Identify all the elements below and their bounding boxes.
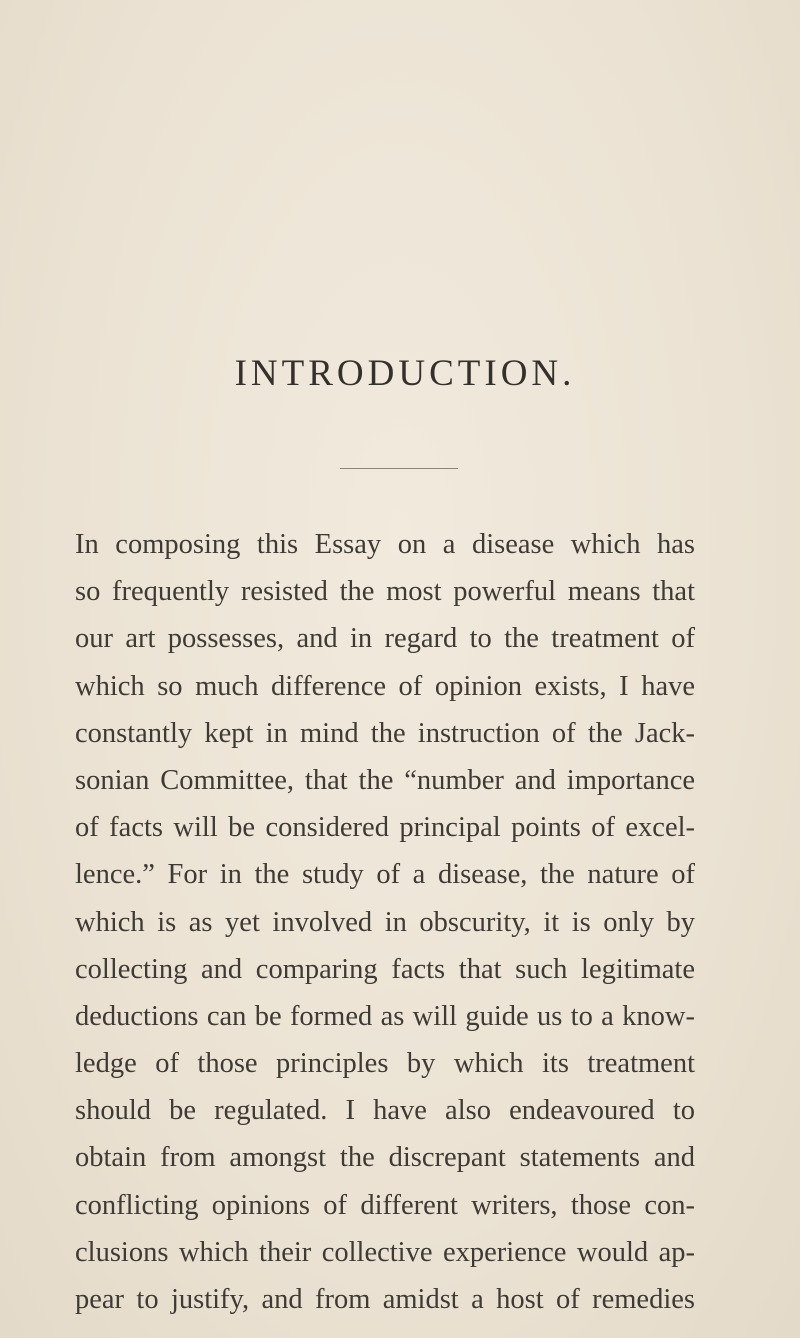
text-line: lence.” For in the study of a disease, the nature of [75, 859, 695, 890]
text-line: obtain from amongst the discrepant statements and [75, 1142, 695, 1173]
text-line: conflicting opinions of different writers, those con- [75, 1190, 695, 1221]
text-line: collecting and comparing facts that such legitimate [75, 954, 695, 985]
text-line: which so much difference of opinion exists, I have [75, 671, 695, 702]
text-line: pear to justify, and from amidst a host of remedies [75, 1284, 695, 1315]
text-line: deductions can be formed as will guide us to a know- [75, 1001, 695, 1032]
text-line: should be regulated. I have also endeavoured to [75, 1095, 695, 1126]
text-line: which is as yet involved in obscurity, it is only by [75, 907, 695, 938]
text-line: clusions which their collective experience would ap- [75, 1237, 695, 1268]
text-line: constantly kept in mind the instruction of the Jack- [75, 718, 695, 749]
text-line: our art possesses, and in regard to the treatment of [75, 623, 695, 654]
chapter-heading: INTRODUCTION. [234, 353, 576, 394]
heading-divider [340, 468, 458, 469]
text-line: of facts will be considered principal points of excel- [75, 812, 695, 843]
text-line: In composing this Essay on a disease which has [75, 529, 695, 560]
text-line: so frequently resisted the most powerful means that [75, 576, 695, 607]
text-line: sonian Committee, that the “number and importance [75, 765, 695, 796]
text-line: ledge of those principles by which its treatment [75, 1048, 695, 1079]
